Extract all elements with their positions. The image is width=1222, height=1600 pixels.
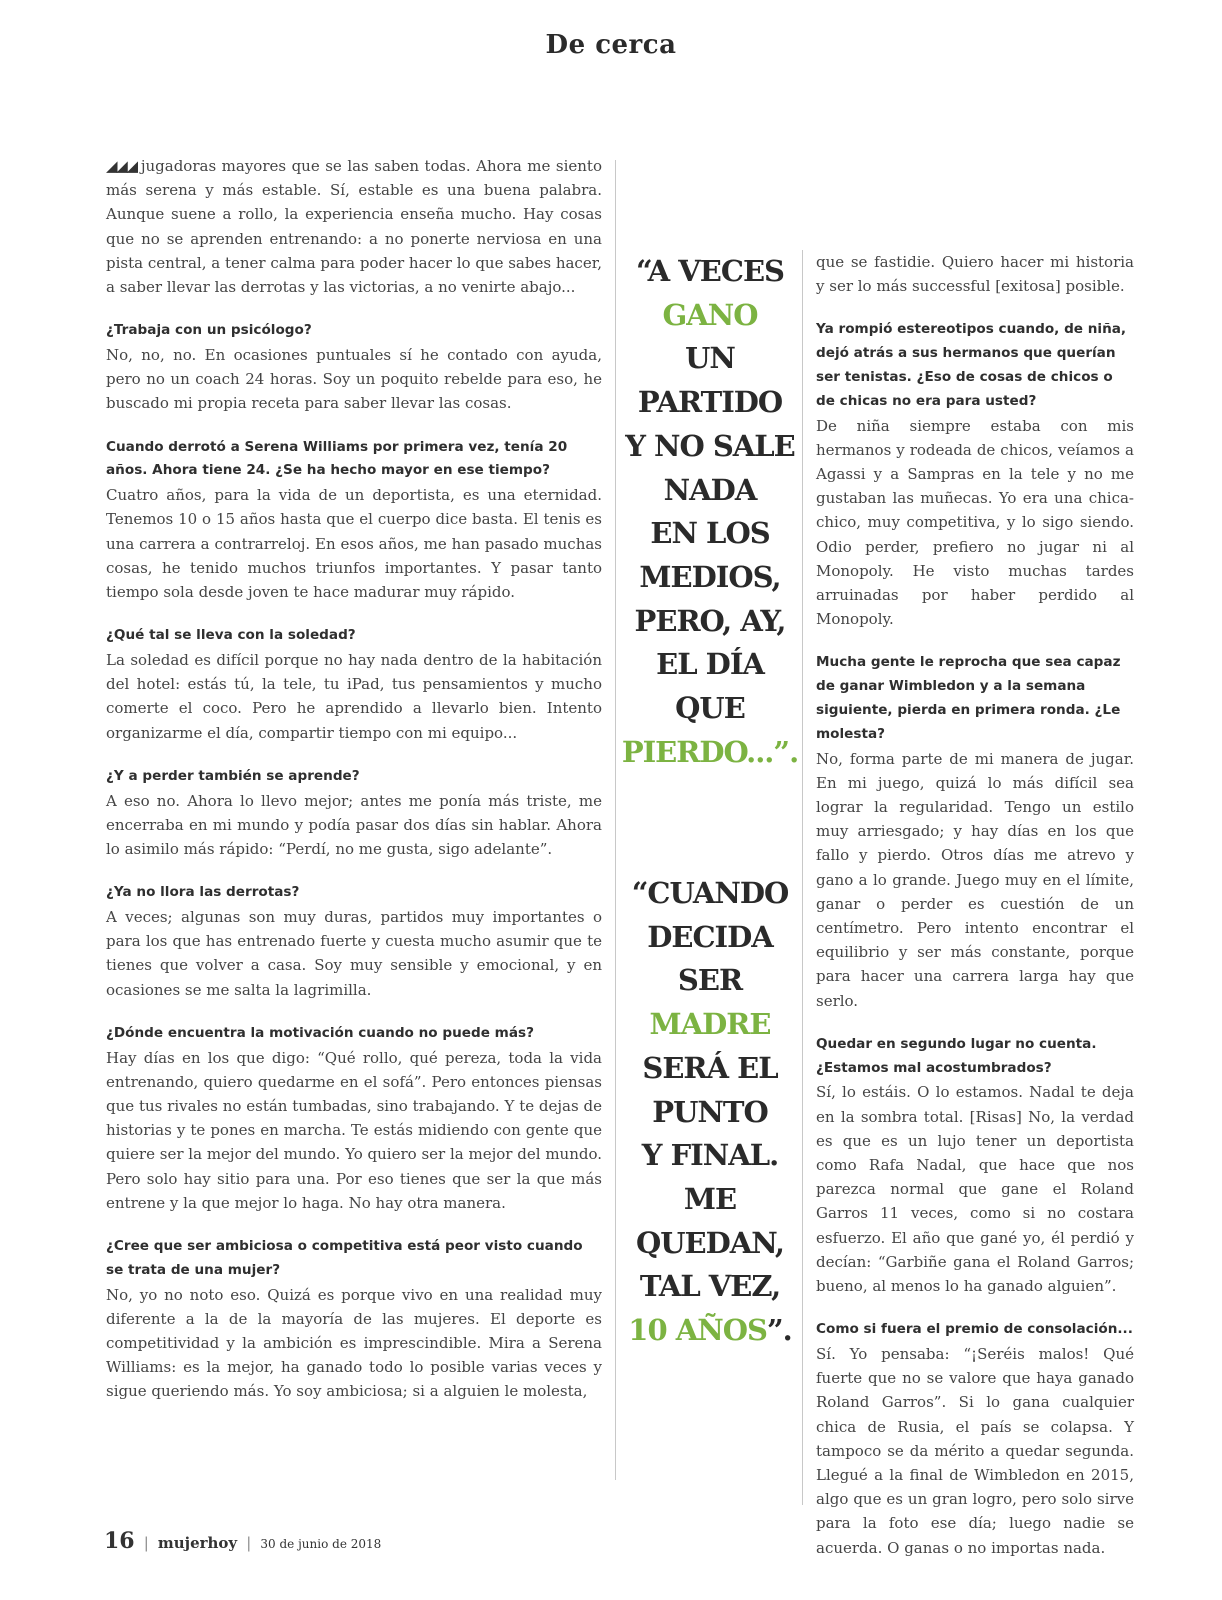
pull-quote-line: QUEDAN, bbox=[635, 1225, 785, 1260]
pull-quote-line-highlight: MADRE bbox=[649, 1007, 771, 1042]
answer: De niña siempre estaba con mis hermanos y rodeada de chicos, veíamos a Agassi y a Sampras en la tele y no me gustaban las muñecas. Yo era una chica-chico, muy competitiva, y lo sigo siendo. Odio perder, prefiero no jugar ni al Monopoly. He visto muchas tardes arruinadas por haber perdido al Monopoly. bbox=[816, 416, 1134, 629]
question: ¿Cree que ser ambiciosa o competitiva está peor visto cuando se trata de una mujer? bbox=[106, 1238, 583, 1278]
question: Ya rompió estereotipos cuando, de niña, dejó atrás a sus hermanos que querían ser tenistas. ¿Eso de cosas de chicos o de chicas no era para usted? bbox=[816, 321, 1127, 409]
question: ¿Qué tal se lleva con la soledad? bbox=[106, 627, 356, 644]
pull-quote-line: UN bbox=[685, 341, 735, 376]
intro-paragraph: que se fastidie. Quiero hacer mi historia y ser lo más successful [exitosa] posible. bbox=[816, 253, 1134, 296]
question: ¿Dónde encuentra la motivación cuando no puede más? bbox=[106, 1024, 534, 1041]
page-number: 16 bbox=[104, 1528, 135, 1554]
answer: Hay días en los que digo: “Qué rollo, qué pereza, toda la vida entrenando, quiero quedarme en el sofá”. Pero entonces piensas que tus rivales no están tumbadas, sino trabajando. Y te dejas de historias y te pones en marcha. Te estás midiendo con gente que quiere ser la mejor del mundo. Yo quiero ser la mejor del mundo. Pero solo hay sitio para una. Por eso tienes que ser la que más entrene y la que mejor lo haga. No hay otra manera. bbox=[106, 1048, 602, 1212]
page-footer bbox=[104, 1528, 381, 1554]
pull-quote-line: “CUANDO bbox=[631, 876, 789, 910]
pull-quote-line: EN LOS bbox=[650, 516, 770, 551]
issue-date: 30 de junio de 2018 bbox=[260, 1537, 382, 1551]
pull-quote-line: “A VECES bbox=[635, 254, 785, 288]
question: Quedar en segundo lugar no cuenta. ¿Estamos mal acostumbrados? bbox=[816, 1035, 1097, 1076]
pull-quote-line: SER bbox=[677, 963, 743, 998]
pull-quote-line: SERÁ EL bbox=[642, 1050, 778, 1085]
answer: A veces; algunas son muy duras, partidos muy importantes o para los que has entrenado fuerte y cuesta mucho asumir que te tienes que volver a casa. Soy muy sensible y emocional, y en ocasiones se me salta la lagrimilla. bbox=[106, 908, 602, 999]
pull-quote-line: Y NO SALE bbox=[625, 428, 795, 463]
answer: Cuatro años, para la vida de un deportista, es una eternidad. Tenemos 10 o 15 años hasta que el cuerpo dice basta. El tenis es una carrera a contrarreloj. En esos años, me han pasado muchas cosas, he tenido muchos triunfos importantes. Y pasar tanto tiempo sola desde joven te hace madurar muy rápido. bbox=[106, 486, 602, 602]
question: ¿Ya no llora las derrotas? bbox=[106, 884, 300, 901]
pull-quote-line: Y FINAL. bbox=[641, 1138, 779, 1173]
section-title: De cerca bbox=[545, 30, 677, 60]
answer: Sí. Yo pensaba: “¡Seréis malos! Qué fuerte que no se valore que haya ganado Roland Garros”. Si lo gana cualquier chica de Rusia, el país se colapsa. Y tampoco se da mérito a quedar segunda. Llegué a la final de Wimbledon en 2015, algo que es un gran logro, pero solo sirve para la foto ese día; luego nadie se acuerda. O ganas o no importas nada. bbox=[816, 1345, 1134, 1557]
answer: A eso no. Ahora lo llevo mejor; antes me ponía más triste, me encerraba en mi mundo y podía pasar dos días sin hablar. Ahora lo asimilo más rápido: “Perdí, no me gusta, sigo adelante”. bbox=[106, 791, 602, 859]
answer: No, yo no noto eso. Quizá es porque vivo en una realidad muy diferente a la de la mayoría de las mujeres. El deporte es competitividad y la ambición es imprescindible. Mira a Serena Williams: es la mejor, ha ganado todo lo posible varias veces y sigue queriendo más. Yo soy ambiciosa; si a alguien le molesta, bbox=[106, 1285, 602, 1401]
question: ¿Y a perder también se aprende? bbox=[106, 767, 360, 784]
publication-name: mujerhoy bbox=[157, 1534, 238, 1552]
question: Mucha gente le reprocha que sea capaz de ganar Wimbledon y a la semana siguiente, pierda en primera ronda. ¿Le molesta? bbox=[816, 654, 1121, 742]
pull-quote-closing: ”. bbox=[766, 1313, 792, 1348]
pull-quote-line: PERO, AY, bbox=[634, 603, 786, 638]
question: ¿Trabaja con un psicólogo? bbox=[106, 322, 312, 339]
pull-quote-line: PUNTO bbox=[652, 1094, 768, 1129]
pull-quote-line: PARTIDO bbox=[637, 385, 783, 420]
pull-quote-line-highlight: GANO bbox=[662, 297, 758, 332]
left-column bbox=[106, 154, 602, 1404]
pull-quote-line: TAL VEZ, bbox=[639, 1269, 781, 1304]
pull-quote-line: DECIDA bbox=[647, 919, 773, 954]
footer-separator: | bbox=[143, 1534, 149, 1552]
question: Cuando derrotó a Serena Williams por primera vez, tenía 20 años. Ahora tiene 24. ¿Se ha hecho mayor en ese tiempo? bbox=[106, 438, 568, 479]
pull-quote-1 bbox=[620, 250, 800, 774]
pull-quote-line: NADA bbox=[663, 472, 757, 507]
answer: No, no, no. En ocasiones puntuales sí he contado con ayuda, pero no un coach 24 horas. Soy un poquito rebelde para eso, he buscado mi propia receta para saber llevar las cosas. bbox=[106, 346, 602, 413]
answer: La soledad es difícil porque no hay nada dentro de la habitación del hotel: estás tú, la tele, tu iPad, tus pensamientos y mucho comerte el coco. Pero he aprendido a llevarlo bien. Intento organizarme el día, compartir tiempo con mi equipo... bbox=[106, 651, 602, 742]
pull-quote-line-highlight: PIERDO...”. bbox=[621, 734, 799, 769]
column-divider bbox=[615, 160, 616, 1480]
question: Como si fuera el premio de consolación... bbox=[816, 1321, 1133, 1338]
pull-quote-line: EL DÍA bbox=[656, 647, 764, 682]
footer-separator: | bbox=[246, 1534, 252, 1552]
pull-quote-line bbox=[620, 1309, 800, 1353]
answer: Sí, lo estáis. O lo estamos. Nadal te deja en la sombra total. [Risas] No, la verdad es que es un lujo tener un deportista como Rafa Nadal, que hace que nos parezca normal que gane el Roland Garros 11 veces, como si no costara esfuerzo. El año que gané yo, él perdió y decían: “Garbiñe gana el Roland Garros; bueno, al menos lo ha ganado alguien”. bbox=[816, 1083, 1134, 1296]
answer: No, forma parte de mi manera de jugar. En mi juego, quizá lo más difícil sea lograr la regularidad. Tengo un estilo muy arriesgado; y hay días en los que fallo y pierdo. Otros días me atrevo y gano a lo grande. Juego muy en el límite, ganar o perder es cuestión de un centímetro. Pero intento encontrar el equilibrio y ser más constante, porque para hacer una carrera larga hay que serlo. bbox=[816, 749, 1134, 1010]
continuation-marks-icon: ◢◢◢ bbox=[106, 157, 137, 175]
pull-quote-line: QUE bbox=[675, 691, 745, 726]
pull-quote-line: MEDIOS, bbox=[639, 559, 781, 594]
column-divider bbox=[802, 250, 803, 1505]
right-column bbox=[816, 250, 1134, 1560]
pull-quote-2 bbox=[620, 872, 800, 1353]
pull-quote-highlight: 10 AÑOS bbox=[628, 1313, 767, 1348]
pull-quote-line: ME bbox=[683, 1181, 737, 1216]
intro-paragraph: ◢◢◢ jugadoras mayores que se las saben todas. Ahora me siento más serena y más estable. Sí, estable es una buena palabra. Aunque suene a rollo, la experiencia enseña mucho. Hay cosas que no se aprenden entrenando: a no ponerte nerviosa en una pista central, a tener calma para poder hacer lo que sabes hacer, a saber llevar las derrotas y las victorias, a no venirte abajo... bbox=[106, 157, 602, 297]
